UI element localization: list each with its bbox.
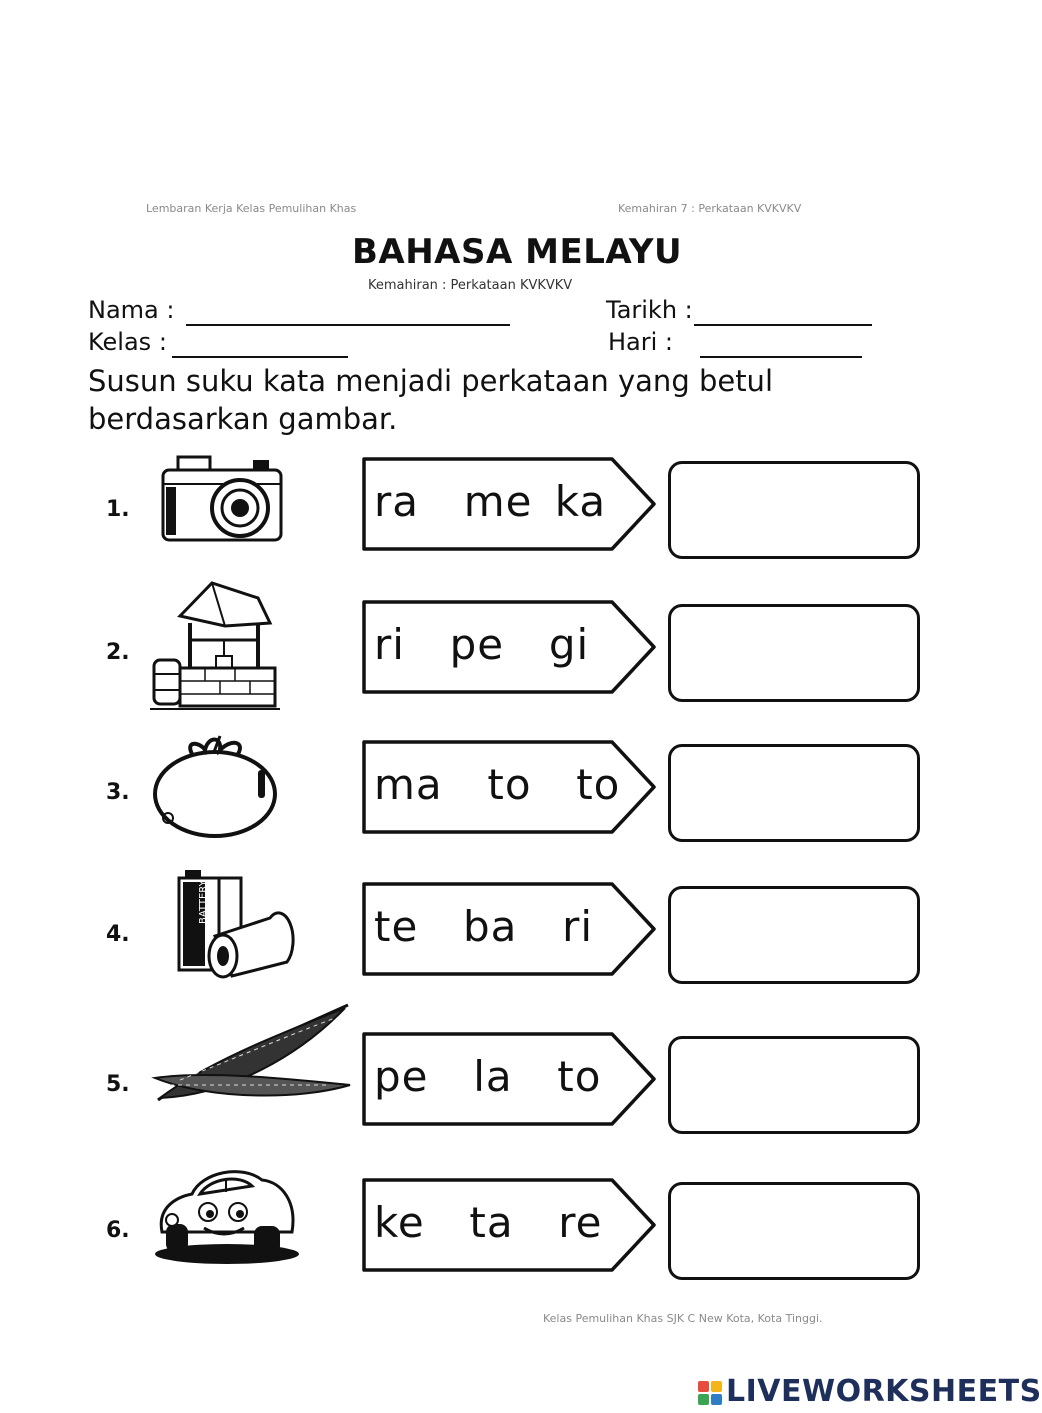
answer-box[interactable] <box>668 744 920 842</box>
question-number: 4. <box>106 922 130 947</box>
syllable-tag <box>360 1030 660 1128</box>
answer-box[interactable] <box>668 1036 920 1134</box>
syllable-tag <box>360 598 660 696</box>
answer-box[interactable] <box>668 604 920 702</box>
nama-input-line[interactable] <box>186 324 510 326</box>
hari-label: Hari : <box>608 328 674 356</box>
syllable-text: ra me ka <box>374 477 607 526</box>
battery-icon <box>175 866 305 985</box>
answer-box[interactable] <box>668 461 920 559</box>
syllable-text: pe la to <box>374 1052 602 1101</box>
hari-input-line[interactable] <box>700 356 862 358</box>
header-right-note: Kemahiran 7 : Perkataan KVKVKV <box>618 202 802 215</box>
syllable-text: ma to to <box>374 760 621 809</box>
tarikh-input-line[interactable] <box>694 324 872 326</box>
page-subtitle: Kemahiran : Perkataan KVKVKV <box>368 278 573 293</box>
tarikh-label: Tarikh : <box>606 296 693 324</box>
liveworksheets-logo-icon <box>698 1381 722 1405</box>
syllable-tag <box>360 1176 660 1274</box>
syllable-text: ke ta re <box>374 1198 603 1247</box>
kelas-input-line[interactable] <box>172 356 348 358</box>
syllable-tag <box>360 738 660 836</box>
instruction-line-2: berdasarkan gambar. <box>88 402 398 436</box>
liveworksheets-brand[interactable]: LIVEWORKSHEETS <box>726 1374 1042 1409</box>
page-title: BAHASA MELAYU <box>352 232 683 272</box>
answer-box[interactable] <box>668 1182 920 1280</box>
answer-box[interactable] <box>668 886 920 984</box>
svg-text:BATTERY: BATTERY <box>198 880 209 924</box>
car-icon <box>152 1152 302 1271</box>
camera-icon <box>158 452 293 551</box>
syllable-tag <box>360 880 660 978</box>
question-number: 3. <box>106 780 130 805</box>
question-number: 6. <box>106 1218 130 1243</box>
syllable-text: te ba ri <box>374 902 594 951</box>
nama-label: Nama : <box>88 296 175 324</box>
kelas-label: Kelas : <box>88 328 167 356</box>
bitter-gourd-icon <box>150 1000 355 1119</box>
question-number: 2. <box>106 640 130 665</box>
question-number: 1. <box>106 497 130 522</box>
tomato-icon <box>150 730 285 844</box>
syllable-tag <box>360 455 660 553</box>
footer-credit: Kelas Pemulihan Khas SJK C New Kota, Kota Tinggi. <box>543 1312 823 1325</box>
instruction-line-1: Susun suku kata menjadi perkataan yang betul <box>88 364 773 398</box>
syllable-text: ri pe gi <box>374 620 590 669</box>
header-left-note: Lembaran Kerja Kelas Pemulihan Khas <box>146 202 357 215</box>
well-icon <box>150 578 280 717</box>
question-number: 5. <box>106 1072 130 1097</box>
